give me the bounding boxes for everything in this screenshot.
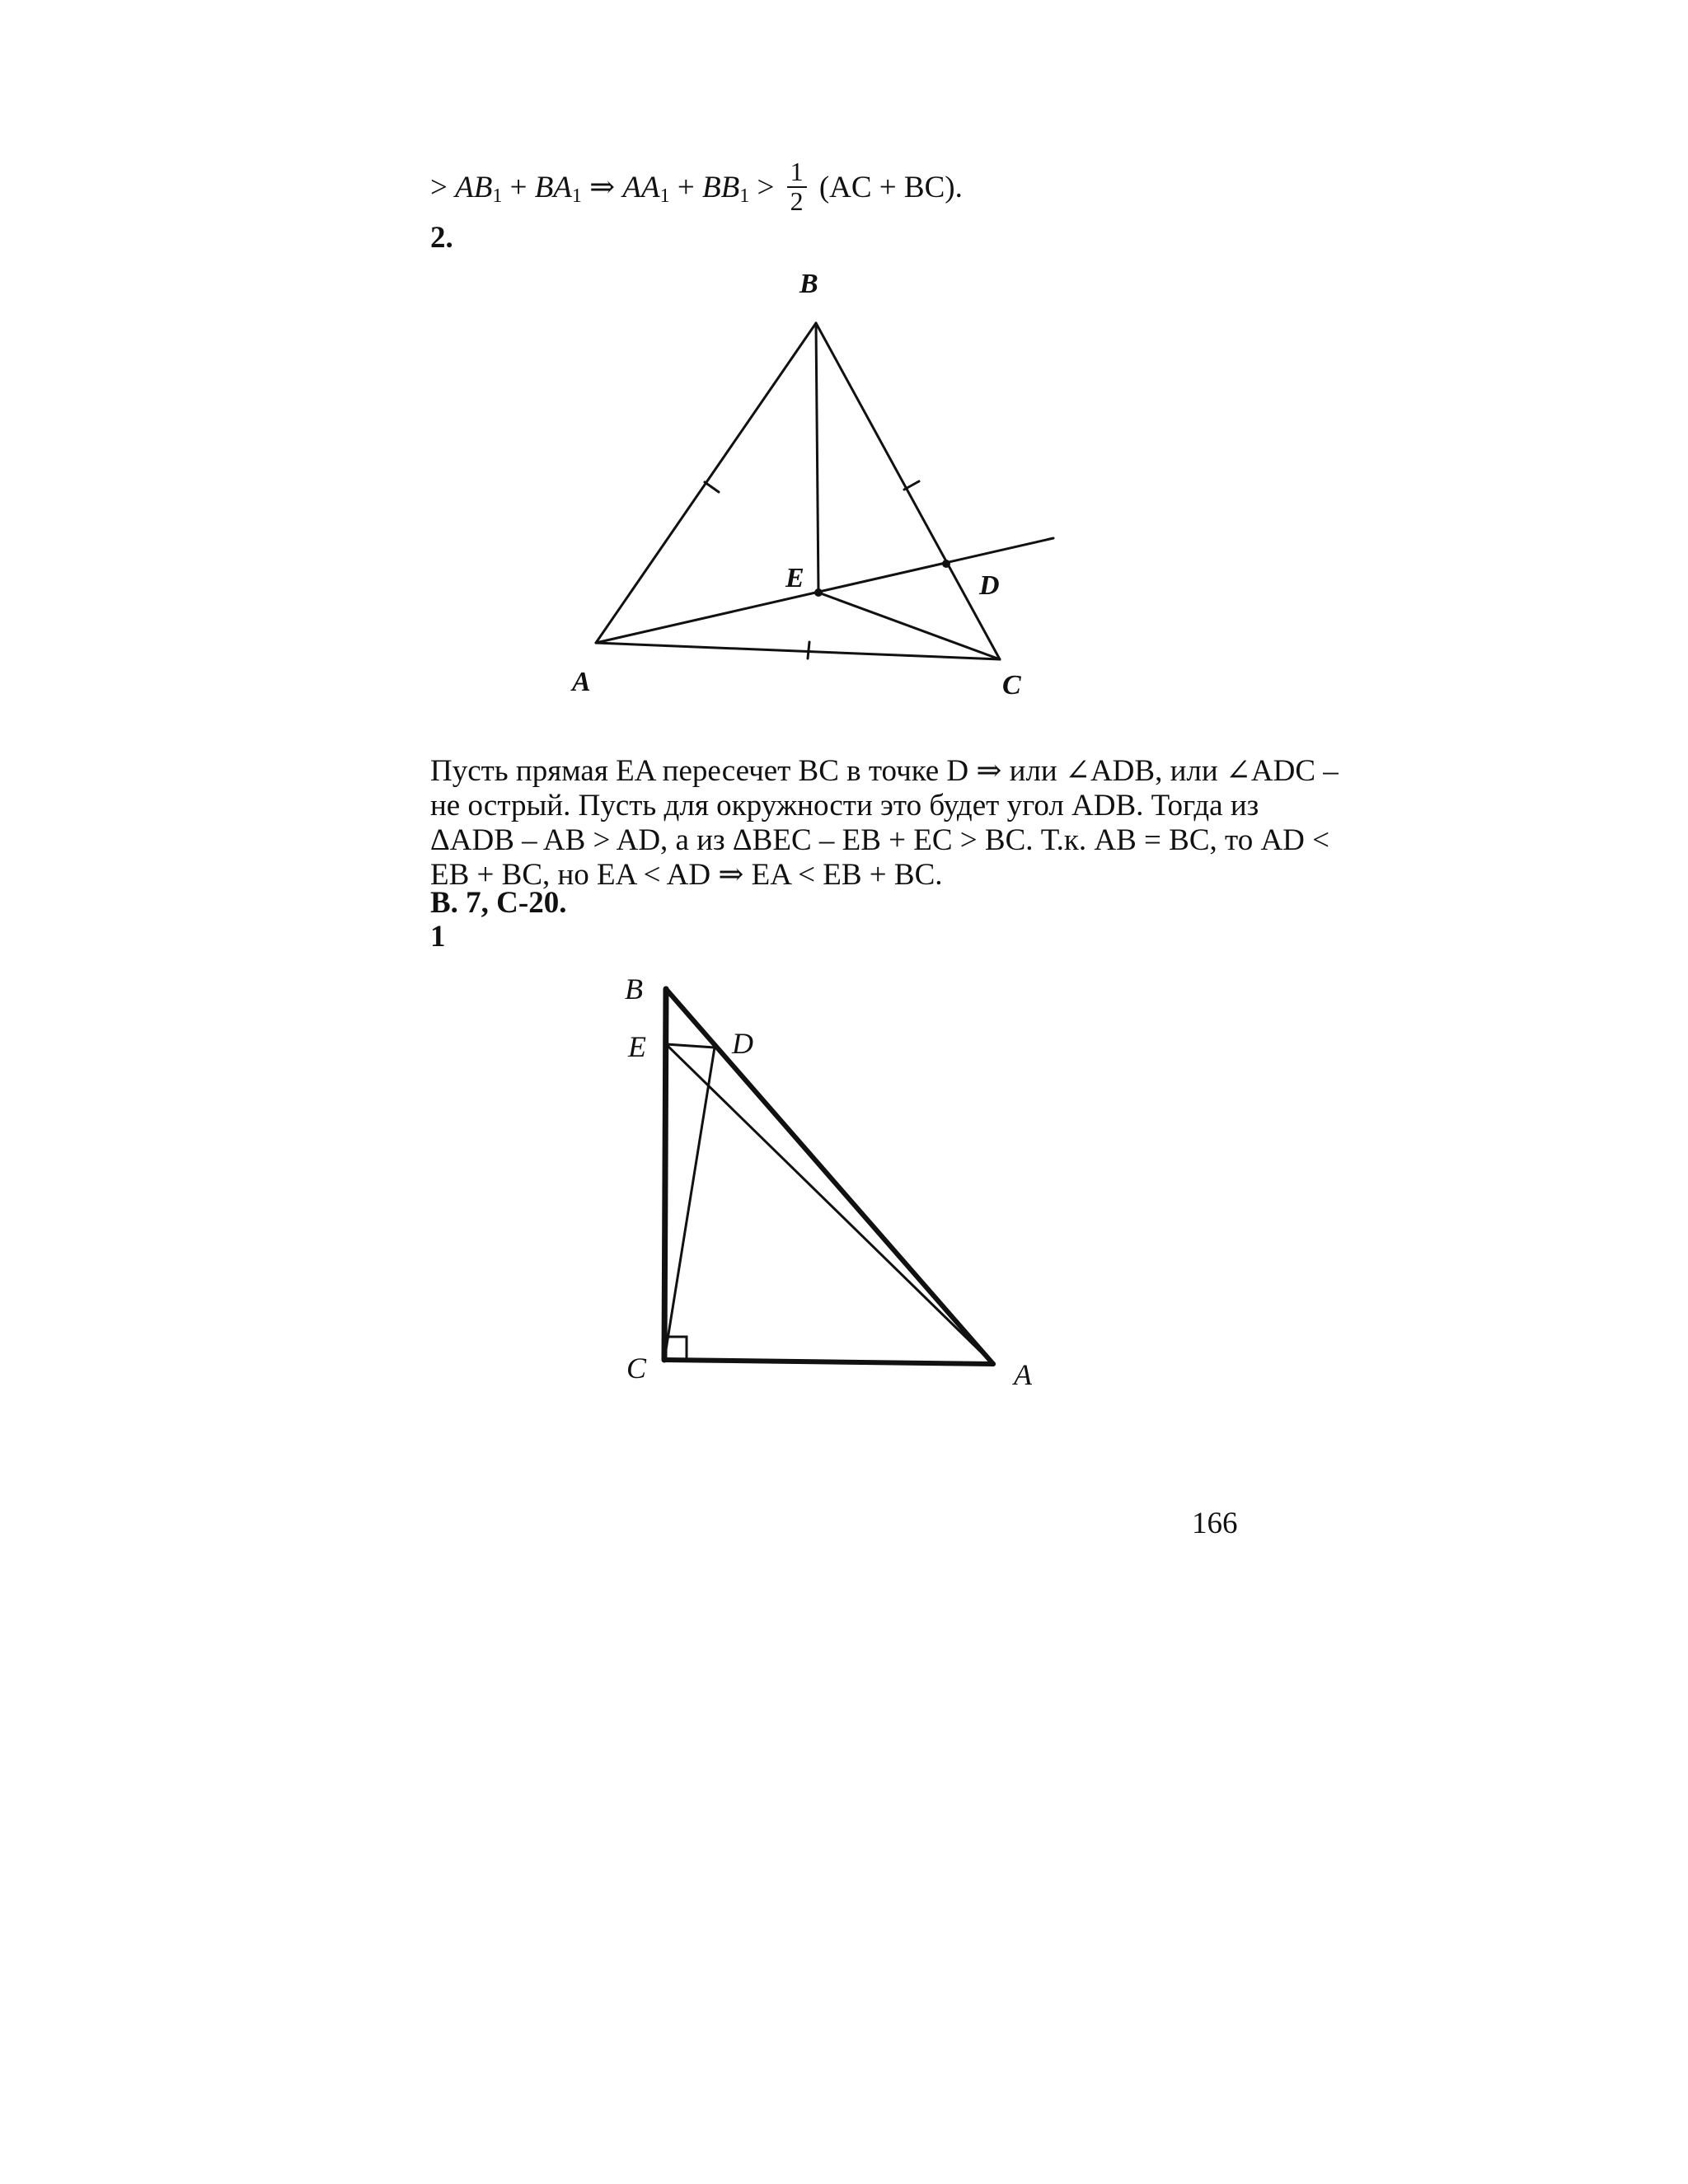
label-c: C (1002, 670, 1021, 701)
paragraph-line-2: не острый. Пусть для окружности это будет угол ADB. Тогда из (430, 789, 1259, 823)
leg-ca (664, 1360, 993, 1364)
hypotenuse-ba (666, 989, 993, 1364)
paragraph-line-1: Пусть прямая EA пересечет BC в точке D ⇒ или ∠ADB, или ∠ADC – (430, 754, 1339, 788)
label-e: E (785, 563, 804, 593)
label-a: A (1014, 1358, 1032, 1391)
variant-heading: В. 7, С-20. (430, 886, 567, 920)
label-b: B (799, 269, 818, 299)
section-number-2: 2. (430, 221, 453, 255)
page-number: 166 (1192, 1507, 1238, 1540)
paragraph-line-3: ΔADB – AB > AD, а из ΔBEC – EB + EC > BC. Т.к. AB = BC, то AD < (430, 823, 1330, 857)
segment-ec (818, 593, 1000, 659)
point-d (942, 560, 950, 568)
figure-triangle-abc (544, 247, 1071, 725)
proof-paragraph (430, 754, 1339, 893)
label-d: D (979, 570, 1000, 601)
figure-right-triangle (610, 956, 1039, 1401)
segment-cd (664, 1047, 715, 1360)
point-e (814, 588, 823, 597)
fraction-one-half: $\frac{1}{2}$ (787, 158, 807, 215)
tick-ab (705, 482, 719, 492)
label-d: D (732, 1027, 753, 1060)
segment-ea (666, 1044, 993, 1364)
label-b: B (625, 972, 643, 1005)
label-a: A (572, 667, 591, 697)
segment-ed (666, 1044, 715, 1047)
paragraph-line-4: EB + BC, но EA < AD ⇒ EA < EB + BC. (430, 858, 943, 892)
segment-bc (816, 323, 1000, 659)
label-c: C (626, 1352, 647, 1385)
segment-be (816, 323, 818, 593)
segment-ac (596, 643, 1000, 659)
label-e: E (628, 1030, 646, 1063)
tick-bc (904, 481, 919, 490)
problem-number-1: 1 (430, 920, 446, 954)
tick-ac (808, 642, 809, 658)
formula-line: > $AB_1 + BA_1$ ⇒ $AA_1 + BB_1$ > $\frac{1}{2}$ (AC + BC). (430, 157, 963, 216)
